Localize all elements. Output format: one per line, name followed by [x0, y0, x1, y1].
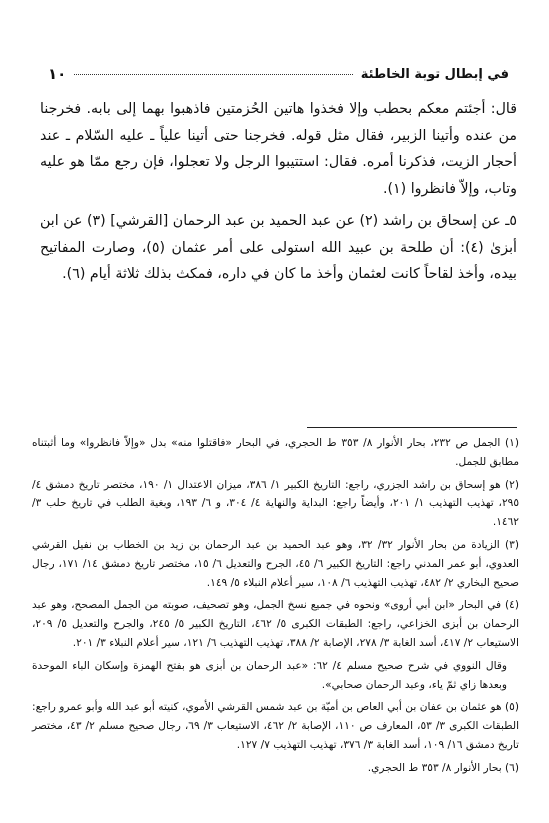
dotted-leader	[74, 74, 352, 75]
footnote-6: (٦) بحار الأنوار ٨/ ٣٥٣ ط الحجري.	[367, 761, 519, 774]
main-text	[40, 96, 517, 288]
paragraph-narration-5: ٥ـ عن إسحاق بن راشد (٢) عن عبد الحميد بن عبد الرحمان [القرشي] (٣) عن ابن أبزىٰ (٤): أن طلحة بن عبيد الله استولى على أمر عثمان (٥)، وصارت المفاتيح بيده، وأخذ لقاحاً كانت لعثمان وأخذ ما كان في داره، فمكث بذلك ثلاثة أيام (٦).	[40, 213, 517, 282]
page-number: ١٠	[48, 65, 67, 83]
running-title: في إبطال توبة الخاطئة	[360, 66, 509, 82]
footnote-5: (٥) هو عثمان بن عفان بن أبي العاص بن أميّة بن عبد شمس القرشي الأموي، كنيته أبو عبد الله وأبو عمرو راجع: الطبقات الكبرى ٣/ ٥٣، المعارف ص ١١٠، الإصابة ٢/ ٤٦٢، الاستيعاب ٣/ ٦٩، رجال صحيح مسلم ٢/ ٤٣، مختصر تاريخ دمشق ١٦/ ١٠٩، أسد الغابة ٣/ ٣٧٦، تهذيب التهذيب ٧/ ١٢٧.	[32, 701, 520, 751]
page-header	[48, 62, 509, 86]
paragraph-quote: قال: أجئتم معكم بحطب وإلا فخذوا هاتين الحُزمتين فاذهبوا بهما إلى بابه. فخرجنا من عنده وأتينا الزبير، فقال مثل قوله. فخرجنا حتى أتينا علياً ـ عليه السّلام ـ عند أحجار الزيت، فذكرنا أمره. فقال: استتيبوا الرجل ولا تعجلوا، فإن رجع ممّا هو عليه وتاب، وإلاّ فانظروا (١).	[40, 101, 517, 197]
footnote-3: (٣) الزيادة من بحار الأنوار ٣٢/ ٣٢، وهو عبد الحميد بن عبد الرحمان بن زيد بن الخطاب بن نفيل القرشي العدوي، أبو عمر المدني راجع: التاريخ الكبير ٦/ ٤٥، الجرح والتعديل ٦/ ١٥، مختصر تاريخ دمشق ١٤/ ١٧١، رجال صحيح البخاري ٢/ ٤٨٢، تهذيب التهذيب ٦/ ١٠٨، سير أعلام النبلاء ٥/ ١٤٩.	[32, 538, 520, 589]
footnote-separator	[307, 427, 517, 428]
footnote-4: (٤) في البحار «ابن أبي أروى» ونحوه في جميع نسخ الجمل، وهو تصحيف، صوبته من الجمل المصحح، وهو عبد الرحمان بن أبزى الخزاعي، راجع: الطبقات الكبرى ٥/ ٤٦٢، التاريخ الكبير ٥/ ٢٤٥، والجرح والتعديل ٥/ ٢٠٩، الاستيعاب ٢/ ٤١٧، أسد الغابة ٣/ ٢٧٨، الإصابة ٢/ ٣٨٨، تهذيب التهذيب ٦/ ١٢١، سير أعلام النبلاء ٣/ ٢٠١.	[32, 599, 520, 649]
footnote-4-continuation: وقال النووي في شرح صحيح مسلم ٤/ ٦٢: «عبد الرحمان بن أبزى هو بفتح الهمزة وإسكان الباء الموحدة وبعدها زاي ثمّ ياء، وعبد الرحمان صحابي».	[32, 659, 507, 691]
footnote-2: (٢) هو إسحاق بن راشد الجزري، راجع: التاريخ الكبير ١/ ٣٨٦، ميزان الاعتدال ١/ ١٩٠، مختصر تاريخ دمشق ٤/ ٢٩٥، تهذيب التهذيب ١/ ٢٠١، وأيضاً راجع: البداية والنهاية ٤/ ٣٠٤، و ٦/ ١٩٣، وبغية الطلب في تاريخ حلب ٣/ ١٤٦٢.	[32, 478, 520, 529]
footnote-1: (١) الجمل ص ٢٣٢، بحار الأنوار ٨/ ٣٥٣ ط الحجري، في البحار «فاقتلوا منه» بدل «وإلاّ فانظروا» وما أثبتناه مطابق للجمل.	[32, 437, 520, 468]
footnotes	[32, 434, 519, 782]
